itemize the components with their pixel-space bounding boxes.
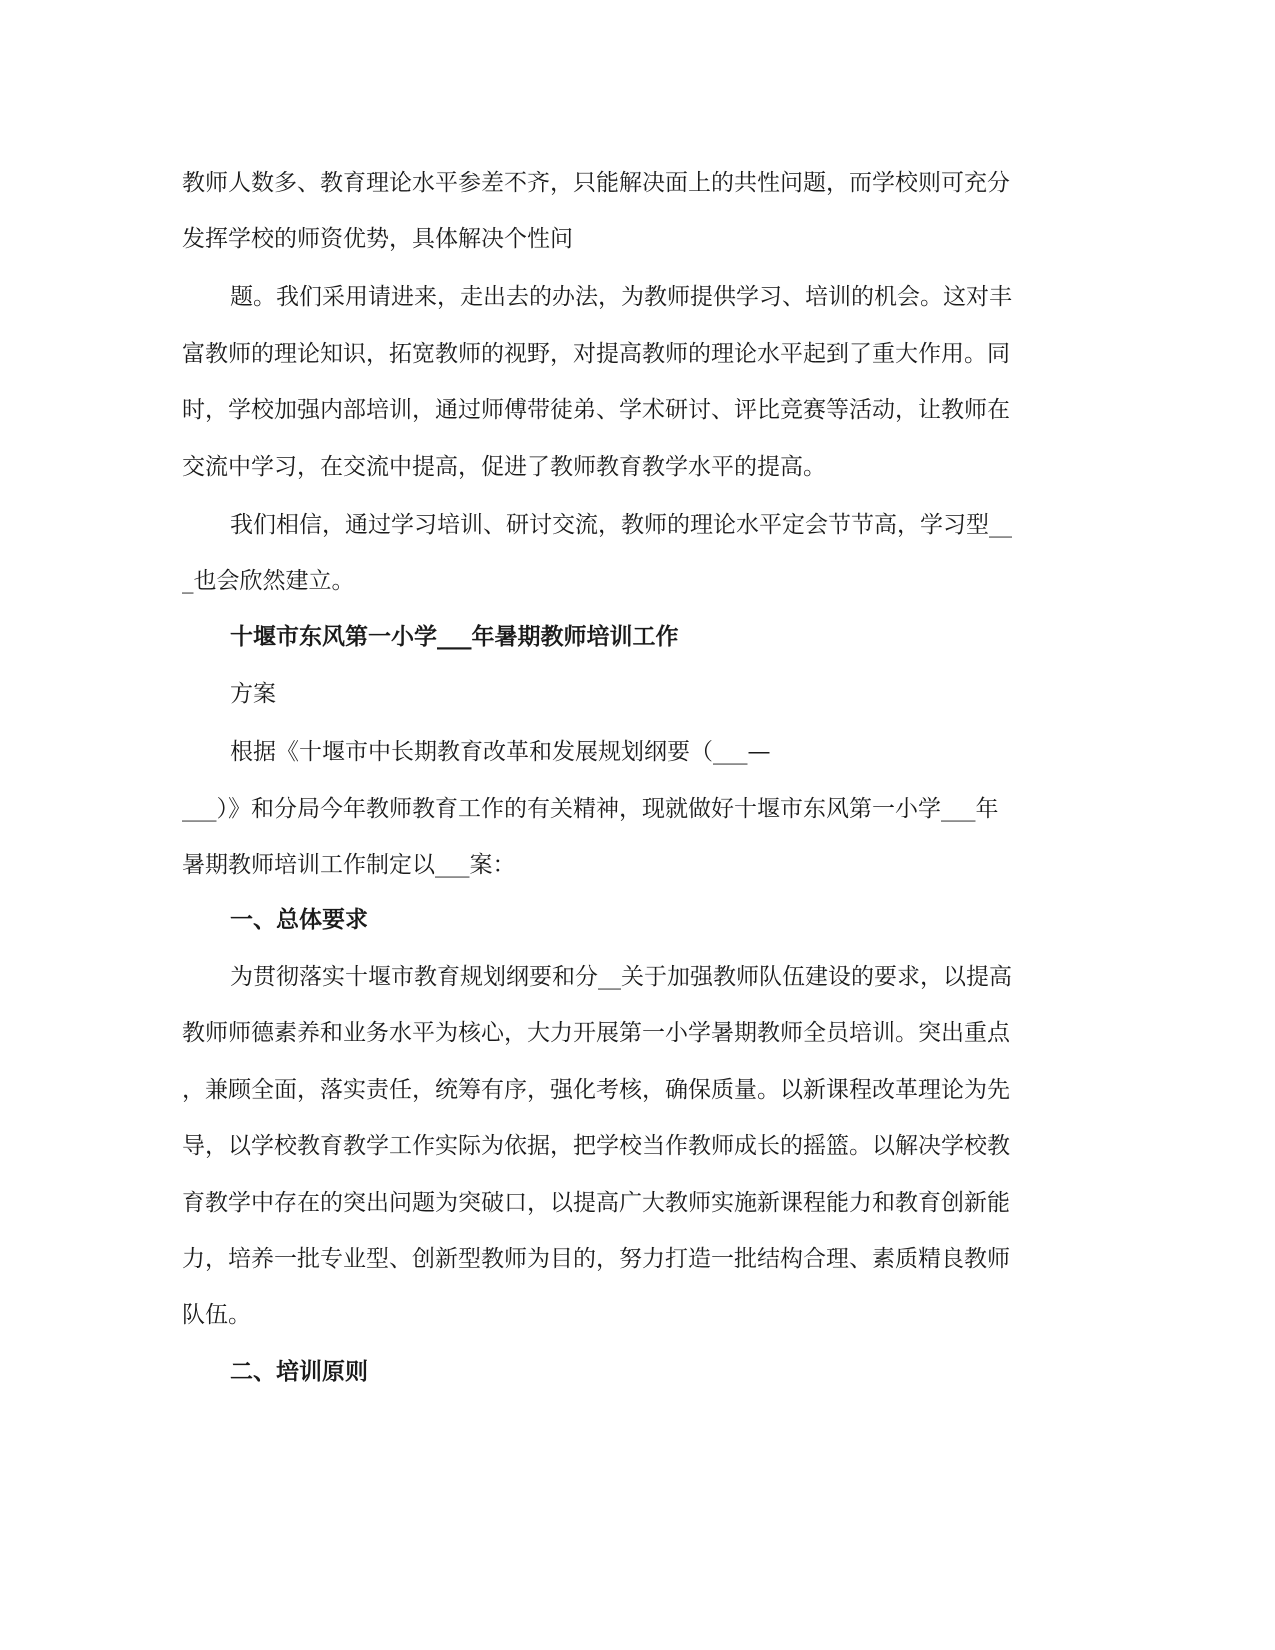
paragraph-line: 教师师德素养和业务水平为核心，大力开展第一小学暑期教师全员培训。突出重点	[182, 1020, 1010, 1046]
paragraph-line: 为贯彻落实十堰市教育规划纲要和分__关于加强教师队伍建设的要求，以提高	[230, 964, 1012, 990]
paragraph-line: 育教学中存在的突出问题为突破口，以提高广大教师实施新课程能力和教育创新能	[182, 1190, 1010, 1216]
document-subtitle: 方案	[230, 681, 276, 707]
document-title: 十堰市东风第一小学___年暑期教师培训工作	[230, 623, 679, 650]
paragraph-line: 题。我们采用请进来，走出去的办法，为教师提供学习、培训的机会。这对丰	[230, 284, 1012, 310]
paragraph-line: 我们相信，通过学习培训、研讨交流，教师的理论水平定会节节高，学习型__	[230, 512, 1012, 538]
paragraph-line: 力，培养一批专业型、创新型教师为目的，努力打造一批结构合理、素质精良教师	[182, 1246, 1010, 1272]
paragraph-line: ___）》和分局今年教师教育工作的有关精神，现就做好十堰市东风第一小学___年	[182, 796, 999, 822]
paragraph-line: 富教师的理论知识，拓宽教师的视野，对提高教师的理论水平起到了重大作用。同	[182, 341, 1010, 367]
paragraph-line: _也会欣然建立。	[182, 568, 355, 594]
paragraph-line: 导，以学校教育教学工作实际为依据，把学校当作教师成长的摇篮。以解决学校教	[182, 1133, 1010, 1159]
paragraph-line: 队伍。	[182, 1302, 251, 1328]
paragraph-line: 暑期教师培训工作制定以___案：	[182, 852, 516, 878]
paragraph-line: 时，学校加强内部培训，通过师傅带徒弟、学术研讨、评比竞赛等活动，让教师在	[182, 397, 1010, 423]
paragraph-line: 根据《十堰市中长期教育改革和发展规划纲要（___—	[230, 739, 771, 765]
section-heading: 二、培训原则	[230, 1358, 368, 1385]
paragraph-line: 交流中学习，在交流中提高，促进了教师教育教学水平的提高。	[182, 454, 826, 480]
paragraph-line: 发挥学校的师资优势，具体解决个性问	[182, 226, 573, 252]
paragraph-line: 教师人数多、教育理论水平参差不齐，只能解决面上的共性问题，而学校则可充分	[182, 170, 1010, 196]
paragraph-line: ，兼顾全面，落实责任，统筹有序，强化考核，确保质量。以新课程改革理论为先	[182, 1077, 1010, 1103]
section-heading: 一、总体要求	[230, 906, 368, 933]
